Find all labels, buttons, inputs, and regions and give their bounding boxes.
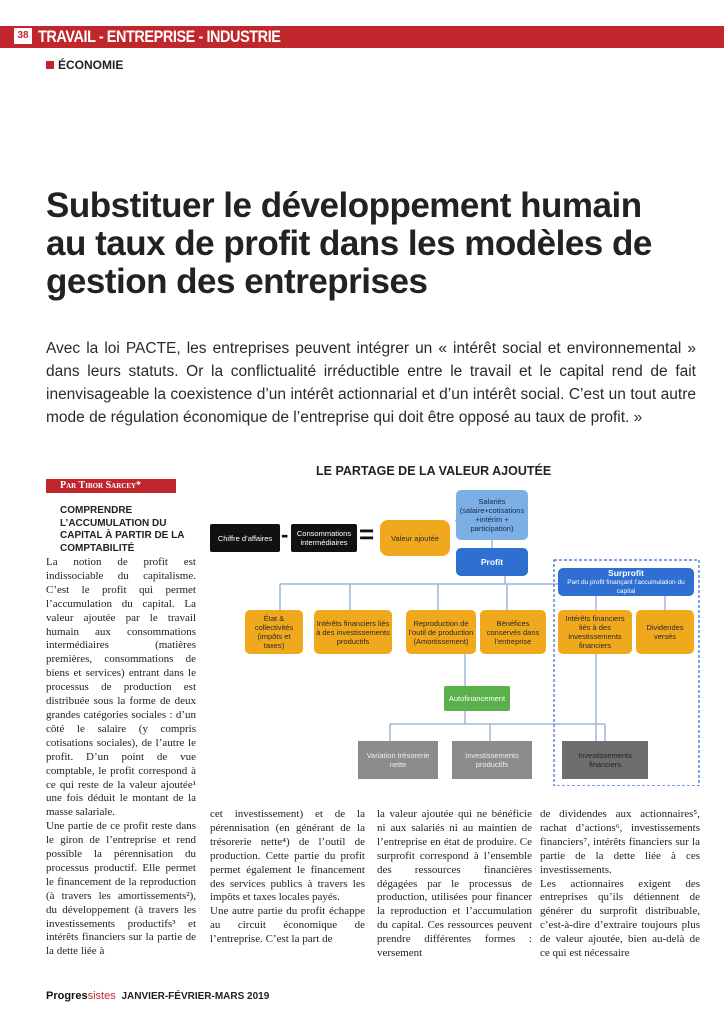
box-interets-productifs: Intérêts financiers liés à des investissements productifs: [314, 610, 392, 654]
minus-sign: -: [281, 522, 289, 547]
value-sharing-diagram: [200, 486, 710, 786]
paragraph: Une autre partie du profit échappe au circuit économique de l’entreprise. C’est la part de: [210, 905, 365, 946]
box-investissements-financiers: Investissements financiers: [562, 741, 648, 779]
box-profit: Profit: [456, 548, 528, 576]
footer: [46, 990, 269, 1002]
paragraph: Les actionnaires exigent des entreprises qu’ils détiennent de générer du surprofit distribuable, c’est-à-dire d’extraire toujours plus de valeur ajoutée, bien au-delà de ce qui est nécessaire: [540, 877, 700, 960]
surprofit-title: Surprofit: [608, 567, 644, 578]
article-lead: Avec la loi PACTE, les entreprises peuvent intégrer un « intérêt social et environnemental » dans leurs statuts. Or la conflictualité irréductible entre le travail et le capital rend de fait inenvisageable la coexistence d’un intérêt actionnarial et d’un intérêt social. C’est un tout autre mode de régulation économique de l’entreprise qui doit être opposé au taux de profit. »: [46, 340, 696, 426]
magazine-brand-1: Progres: [46, 990, 88, 1002]
box-etat-collectivites: État & collectivités (impôts et taxes): [245, 610, 303, 654]
paragraph: la valeur ajoutée qui ne bénéficie ni aux salariés ni au maintien de l’entreprise en état de produire. Ce surprofit correspond à l’ensemble des ressources financières dégagées par le processus de production, utilisées pour financer la reproduction et l’accumulation du capital. Ces ressources peuvent prendre différentes formes : versement: [377, 808, 532, 960]
column-2: [210, 808, 365, 947]
surprofit-subtitle: Part du profit finançant l’accumulation du capital: [567, 578, 685, 595]
page-number: 38: [14, 28, 32, 44]
equals-sign: =: [359, 519, 375, 549]
box-salaries: Salariés (salaire+cotisations +intérim + participation): [456, 490, 528, 540]
box-consommations-intermediaires: Consommations intermédiaires: [291, 524, 357, 552]
section-title: TRAVAIL - ENTREPRISE - INDUSTRIE: [38, 27, 281, 46]
column-4: [540, 808, 700, 961]
column-3: [377, 808, 532, 961]
byline: Par Tibor Sarcey*: [46, 479, 176, 493]
box-variation-tresorerie: Variation trésorerie nette: [358, 741, 438, 779]
box-dividendes: Dividendes versés: [636, 610, 694, 654]
paragraph: Une partie de ce profit reste dans le giron de l’entreprise et rend possible la pérennisation du processus productif. Elle permet le financement de la reproduction (à travers les amortissements²), du développement (à travers les investissements productifs³ et intérêts financiers sur la partie de la dette liée à: [46, 820, 196, 958]
magazine-brand-2: sistes: [87, 990, 116, 1002]
column-heading: COMPRENDRE L’ACCUMULATION DU CAPITAL À PARTIR DE LA COMPTABILITÉ: [60, 505, 185, 554]
paragraph: de dividendes aux actionnaires⁵, rachat d’actions⁶, investissements financiers⁷, intérêts financiers sur la partie de la dette liée à ces investissements.: [540, 808, 700, 876]
box-benefices-conserves: Bénéfices conservés dans l’entreprise: [480, 610, 546, 654]
subsection-title: [46, 58, 123, 72]
box-interets-financiers: Intérêts financiers liés à des investissements financiers: [558, 610, 632, 654]
article-title: Substituer le développement humain au taux de profit dans les modèles de gestion des entreprises: [46, 186, 652, 301]
diagram-title: LE PARTAGE DE LA VALEUR AJOUTÉE: [316, 464, 552, 478]
box-chiffre-affaires: Chiffre d’affaires: [210, 524, 280, 552]
box-reproduction: Reproduction de l’outil de production (Amortissement): [406, 610, 476, 654]
box-surprofit: [558, 568, 694, 596]
issue-date: JANVIER-FÉVRIER-MARS 2019: [121, 991, 270, 1002]
box-valeur-ajoutee: Valeur ajoutée: [380, 520, 450, 556]
paragraph: La notion de profit est indissociable du capitalisme. C’est le profit qui permet l’accumulation du capital. La valeur ajoutée par le travail humain aux consommations intermédiaires (matières premières, consommations de biens et services) entrant dans le processus de production est distribuée sous la forme de deux grandes catégories sociales : d’un côté le salaire (y compris cotisations sociales), de l’autre le profit. D’un point de vue comptable, le profit correspond à ce qui reste de la valeur ajoutée¹ une fois déduit le montant de la masse salariale.: [46, 556, 196, 819]
paragraph: cet investissement) et de la pérennisation (en générant de la trésorerie nette⁴) de l’outil de production. Cette partie du profit permet également le financement des services publics à travers les impôts et taxes locales payés.: [210, 808, 365, 904]
box-investissements-productifs: Investissements productifs: [452, 741, 532, 779]
box-autofinancement: Autofinancement: [444, 686, 510, 711]
column-1: [46, 505, 196, 959]
subsection-label: ÉCONOMIE: [58, 58, 124, 72]
